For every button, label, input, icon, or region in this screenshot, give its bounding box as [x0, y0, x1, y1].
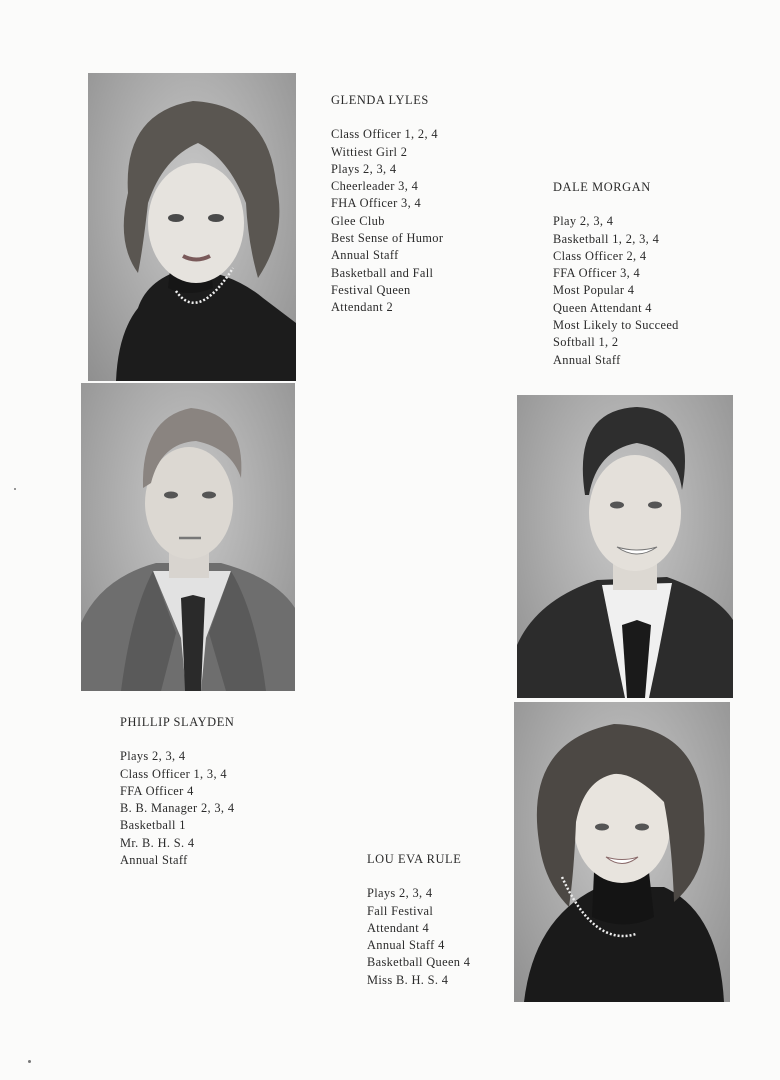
- activity-item: FFA Officer 4: [120, 783, 194, 798]
- activity-item: Miss B. H. S. 4: [367, 972, 449, 987]
- scan-speck: [28, 1060, 31, 1063]
- activity-item: Best Sense of Humor: [331, 231, 444, 246]
- activity-item: FFA Officer 3, 4: [553, 266, 641, 281]
- activity-item: Annual Staff 4: [367, 938, 445, 953]
- activity-item: B. B. Manager 2, 3, 4: [120, 801, 235, 816]
- activity-item: Softball 1, 2: [553, 335, 619, 350]
- student-name: LOU EVA RULE: [367, 852, 462, 866]
- scan-speck: [14, 488, 16, 490]
- activity-item: Glee Club: [331, 213, 385, 228]
- activity-item: Fall Festival: [367, 903, 434, 918]
- portrait-lou-eva-rule: [514, 702, 730, 1002]
- student-name: GLENDA LYLES: [331, 93, 429, 107]
- activity-item: Most Likely to Succeed: [553, 318, 679, 333]
- activity-item: Basketball 1, 2, 3, 4: [553, 231, 660, 246]
- activity-item: Class Officer 1, 2, 4: [331, 127, 438, 142]
- student-entry-lou-eva-rule: [367, 851, 470, 989]
- portrait-phillip-slayden: [81, 383, 295, 691]
- activity-item: Play 2, 3, 4: [553, 214, 614, 229]
- activity-item: Basketball 1: [120, 818, 186, 833]
- activity-item: FHA Officer 3, 4: [331, 196, 422, 211]
- activity-item: Plays 2, 3, 4: [331, 161, 397, 176]
- portrait-dale-morgan: [517, 395, 733, 698]
- activity-item: Wittiest Girl 2: [331, 144, 408, 159]
- activity-item: Most Popular 4: [553, 283, 635, 298]
- portrait-glenda-lyles: [88, 73, 296, 381]
- activity-item: Class Officer 1, 3, 4: [120, 766, 227, 781]
- activity-item: Annual Staff: [120, 853, 188, 868]
- student-entry-glenda-lyles: [331, 92, 443, 317]
- student-name: DALE MORGAN: [553, 180, 651, 194]
- activity-item: Festival Queen: [331, 282, 411, 297]
- activity-item: Queen Attendant 4: [553, 300, 652, 315]
- activity-item: Annual Staff: [553, 352, 621, 367]
- activity-item: Plays 2, 3, 4: [367, 886, 433, 901]
- activity-item: Attendant 4: [367, 920, 430, 935]
- activity-item: Basketball Queen 4: [367, 955, 471, 970]
- student-entry-phillip-slayden: [120, 714, 234, 869]
- activity-item: Mr. B. H. S. 4: [120, 835, 195, 850]
- activity-item: Basketball and Fall: [331, 265, 434, 280]
- activity-item: Annual Staff: [331, 248, 399, 263]
- student-name: PHILLIP SLAYDEN: [120, 715, 235, 729]
- student-entry-dale-morgan: [553, 179, 679, 369]
- activity-item: Plays 2, 3, 4: [120, 749, 186, 764]
- activity-item: Attendant 2: [331, 300, 394, 315]
- activity-item: Cheerleader 3, 4: [331, 179, 419, 194]
- activity-item: Class Officer 2, 4: [553, 248, 647, 263]
